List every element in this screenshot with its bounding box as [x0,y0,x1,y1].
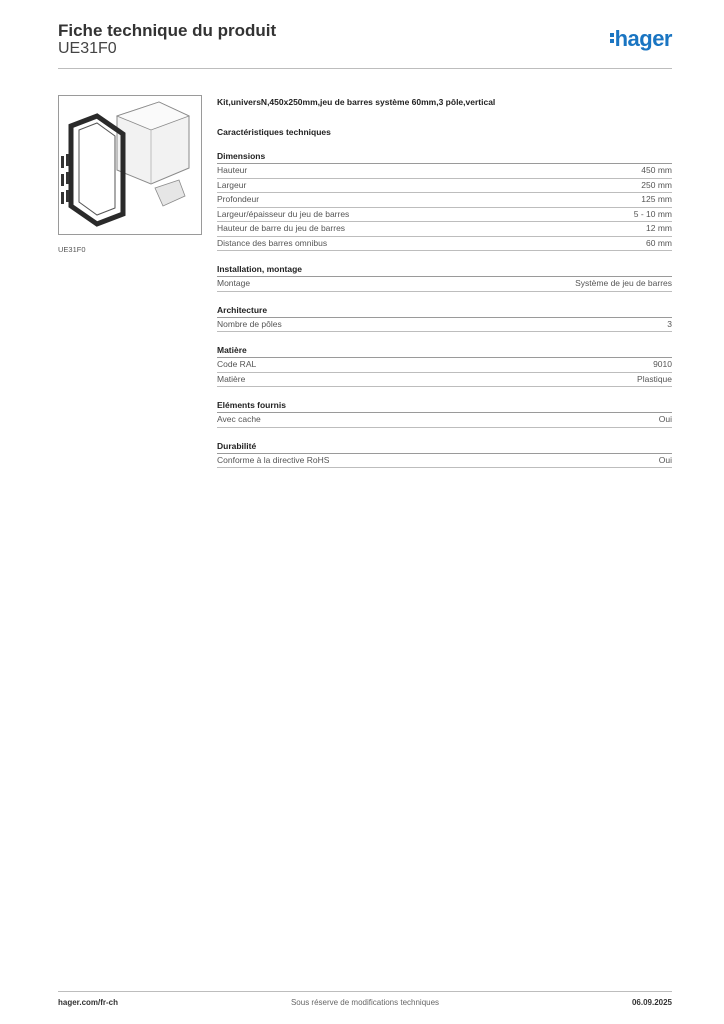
spec-section [217,304,672,333]
section-title: Architecture [217,304,672,318]
spec-row [217,454,672,469]
spec-sections [217,150,672,468]
section-title: Matière [217,344,672,358]
spec-value: 3 [667,318,672,329]
spec-value: Oui [658,454,672,465]
spec-value: Système de jeu de barres [575,278,672,288]
spec-sheet [217,95,672,468]
logo-text: hager [614,26,672,51]
spec-label: Largeur/épaisseur du jeu de barres [217,208,350,219]
product-description: Kit,universN,450x250mm,jeu de barres système 60mm,3 pôle,vertical [217,97,496,107]
spec-label: Largeur [217,179,247,190]
spec-section [217,399,672,428]
spec-row [217,373,672,388]
spec-row [217,208,672,223]
spec-value: 250 mm [641,179,672,190]
spec-value: 12 mm [646,223,672,233]
footer-website: hager.com/fr-ch [58,998,119,1007]
section-title: Eléments fournis [217,399,672,413]
spec-row [217,413,672,428]
footer-disclaimer: Sous réserve de modifications techniques [290,998,440,1007]
spec-row [217,193,672,208]
spec-value: 60 mm [646,237,672,248]
spec-label: Matière [217,373,246,384]
footer-divider [58,991,672,992]
spec-label: Profondeur [217,194,260,204]
spec-label: Nombre de pôles [217,318,282,329]
section-title: Dimensions [217,150,672,164]
product-reference: UE31F0 [58,40,117,57]
spec-section [217,150,672,251]
footer-date: 06.09.2025 [631,998,672,1007]
header-divider [58,68,672,69]
spec-section [217,263,672,292]
spec-row [217,237,672,252]
spec-label: Distance des barres omnibus [217,237,328,248]
product-image [58,95,202,235]
image-caption: UE31F0 [58,245,86,254]
product-illustration [59,96,201,234]
spec-label: Hauteur de barre du jeu de barres [217,223,346,233]
spec-label: Code RAL [217,359,257,369]
page-title: Fiche technique du produit [58,21,277,40]
spec-row [217,164,672,179]
spec-value: 125 mm [641,194,672,204]
spec-row [217,358,672,373]
spec-value: 450 mm [641,165,672,175]
spec-heading: Caractéristiques techniques [217,127,331,137]
spec-section [217,440,672,469]
spec-value: 9010 [653,359,672,369]
spec-label: Montage [217,278,251,288]
spec-label: Hauteur [217,165,248,175]
spec-value: Oui [658,414,672,424]
section-title: Installation, montage [217,263,672,277]
spec-section [217,344,672,387]
spec-value: Plastique [637,373,672,384]
spec-value: 5 - 10 mm [633,208,672,219]
spec-row [217,222,672,237]
logo-dots-icon [610,31,614,45]
spec-row [217,277,672,292]
spec-row [217,179,672,194]
spec-label: Conforme à la directive RoHS [217,454,330,465]
spec-label: Avec cache [217,414,261,424]
spec-row [217,318,672,333]
section-title: Durabilité [217,440,672,454]
hager-logo [610,26,672,52]
